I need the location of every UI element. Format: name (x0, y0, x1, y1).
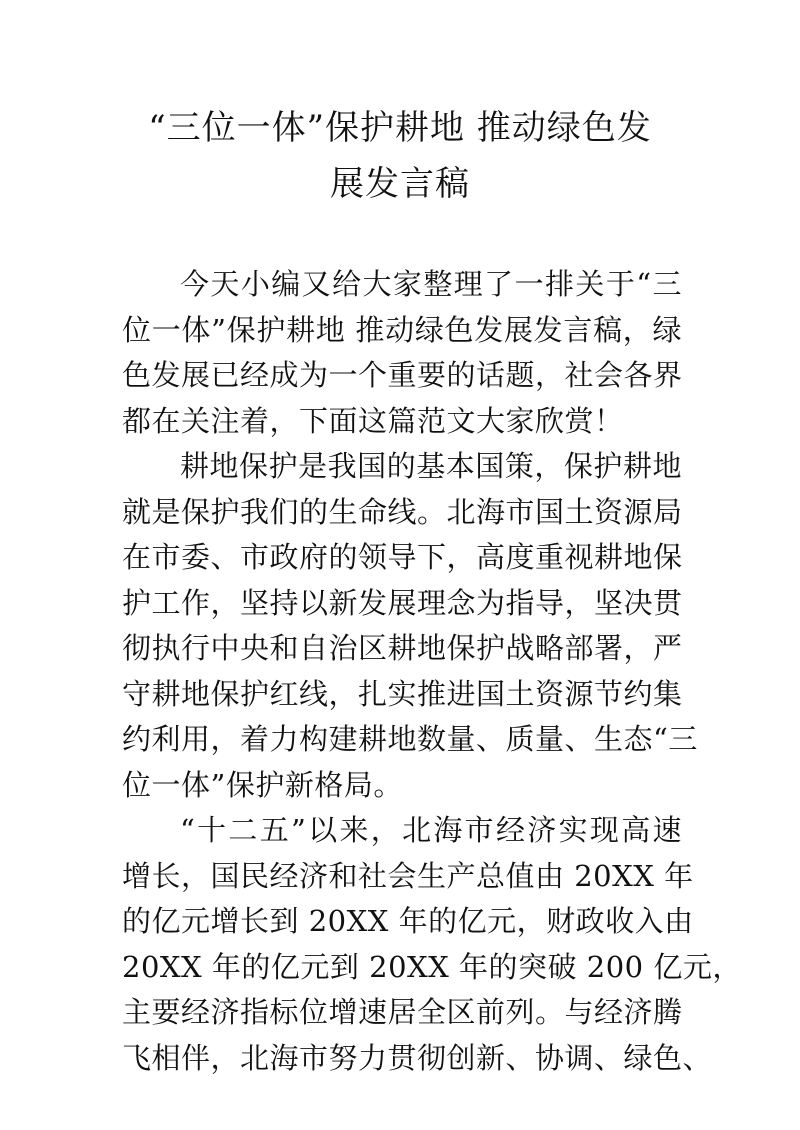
title-line-2: 展发言稿 (330, 164, 470, 204)
paragraph-line: 守耕地保护红线，扎实推进国土资源节约集 (122, 676, 683, 711)
paragraph-line: 耕地保护是我国的基本国策，保护耕地 (180, 449, 682, 483)
paragraph-line: 在市委、市政府的领导下，高度重视耕地保 (122, 540, 683, 574)
paragraph-line: 的亿元增长到 20XX 年的亿元，财政收入由 (122, 904, 694, 938)
paragraph-twelfth-five-year (122, 808, 742, 1081)
paragraph-line: 位一体”保护新格局。 (122, 767, 403, 802)
paragraph-line: 护工作，坚持以新发展理念为指导，坚决贯 (122, 585, 683, 620)
paragraph-line: 20XX 年的亿元到 20XX 年的突破 200 亿元， (122, 949, 742, 984)
paragraph-line: 约利用，着力构建耕地数量、质量、生态“三 (122, 722, 698, 756)
document-title (110, 100, 690, 212)
paragraph-line: 今天小编又给大家整理了一排关于“三 (180, 267, 682, 301)
paragraph-line: 色发展已经成为一个重要的话题，社会各界 (122, 358, 683, 392)
paragraph-line: 就是保护我们的生命线。北海市国土资源局 (122, 494, 683, 529)
paragraph-line: 增长，国民经济和社会生产总值由 20XX 年 (122, 858, 694, 893)
paragraph-line: 飞相伴，北海市努力贯彻创新、协调、绿色、 (122, 1040, 713, 1075)
paragraph-intro (122, 262, 682, 444)
title-line-1: “三位一体”保护耕地 推动绿色发 (148, 108, 652, 148)
paragraph-line: 主要经济指标位增速居全区前列。与经济腾 (122, 995, 683, 1029)
paragraph-farmland-protection (122, 444, 698, 808)
document-body (122, 262, 742, 1081)
paragraph-line: 彻执行中央和自治区耕地保护战略部署，严 (122, 631, 683, 665)
paragraph-line: “十二五”以来，北海市经济实现高速 (180, 813, 682, 847)
paragraph-line: 位一体”保护耕地 推动绿色发展发言稿，绿 (122, 312, 682, 347)
paragraph-line: 都在关注着，下面这篇范文大家欣赏！ (122, 403, 624, 438)
